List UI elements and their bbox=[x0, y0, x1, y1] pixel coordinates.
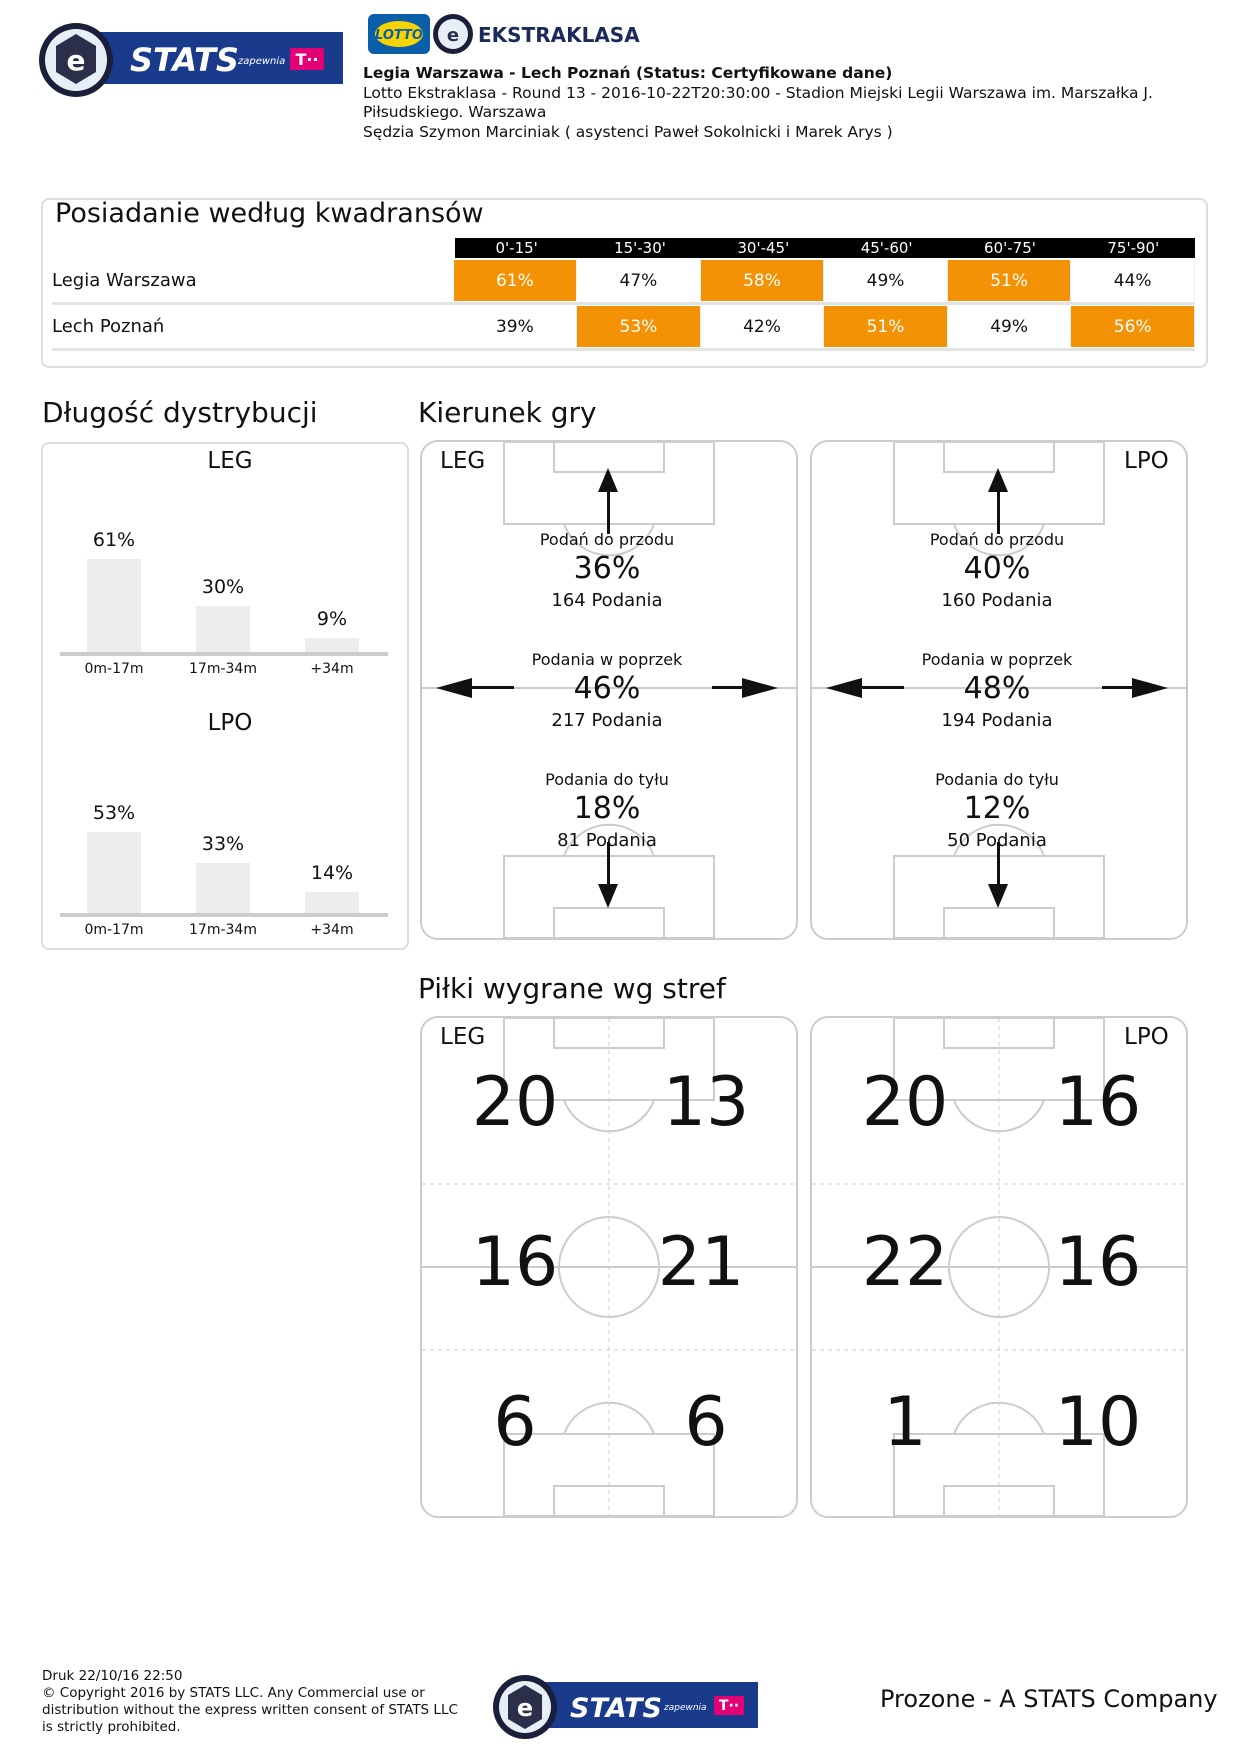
svg-text:T··: T·· bbox=[295, 50, 319, 69]
referee-line: Sędzia Szymon Marciniak ( asystenci Paweł Sokolnicki i Marek Arys ) bbox=[363, 122, 893, 141]
zone-value: 20 bbox=[861, 1063, 949, 1142]
footer-brand-tag: zapewnia bbox=[664, 1703, 707, 1713]
zone-value: 16 bbox=[471, 1223, 559, 1302]
left-arrow-icon bbox=[826, 678, 862, 698]
back-label: Podania do tyłu bbox=[545, 770, 669, 789]
distribution-bar bbox=[305, 892, 359, 913]
brand-tag: zapewnia bbox=[238, 56, 286, 67]
back-label: Podania do tyłu bbox=[935, 770, 1059, 789]
category-label: 0m-17m bbox=[84, 922, 144, 938]
copyright-line: © Copyright 2016 by STATS LLC. Any Commercial use or bbox=[42, 1685, 425, 1701]
period-label: 45'-60' bbox=[860, 239, 913, 257]
stats-logo bbox=[38, 20, 348, 100]
category-label: 17m-34m bbox=[189, 661, 257, 677]
distribution-pct-label: 9% bbox=[316, 608, 348, 630]
copyright-line: is strictly prohibited. bbox=[42, 1719, 181, 1735]
team-name: Legia Warszawa bbox=[52, 270, 197, 291]
distribution-bar bbox=[305, 638, 359, 652]
zone-value: 22 bbox=[861, 1223, 949, 1302]
svg-text:e: e bbox=[446, 25, 460, 46]
across-label: Podania w poprzek bbox=[921, 650, 1073, 669]
forward-count: 160 Podania bbox=[941, 590, 1053, 611]
possession-cell: 58% bbox=[701, 260, 825, 301]
distribution-team-label: LEG bbox=[207, 448, 253, 474]
forward-label: Podań do przodu bbox=[929, 530, 1065, 549]
possession-cell: 39% bbox=[454, 306, 578, 347]
direction-title: Kierunek gry bbox=[418, 396, 597, 429]
across-pct: 46% bbox=[573, 671, 641, 706]
back-pct: 18% bbox=[573, 791, 641, 826]
period-label: 15'-30' bbox=[614, 239, 666, 257]
svg-text:e: e bbox=[66, 44, 86, 77]
distribution-pct-label: 30% bbox=[201, 576, 245, 598]
pitch-team-label: LPO bbox=[1124, 448, 1169, 474]
zone-value: 16 bbox=[1054, 1063, 1142, 1142]
ekstraklasa-logo bbox=[368, 12, 658, 56]
possession-title: Posiadanie według kwadransów bbox=[55, 198, 484, 229]
possession-cell: 44% bbox=[1071, 260, 1195, 301]
possession-header bbox=[455, 238, 1195, 258]
right-arrow-icon bbox=[742, 678, 778, 698]
category-label: 0m-17m bbox=[84, 661, 144, 677]
period-label: 60'-75' bbox=[984, 239, 1036, 257]
across-pct: 48% bbox=[963, 671, 1031, 706]
back-count: 50 Podania bbox=[947, 830, 1047, 851]
lotto-text: LOTTO bbox=[375, 28, 423, 43]
pitch-team-label: LEG bbox=[440, 1024, 486, 1050]
forward-count: 164 Podania bbox=[551, 590, 663, 611]
possession-cell: 42% bbox=[701, 306, 825, 347]
possession-cell: 49% bbox=[948, 306, 1072, 347]
distribution-pct-label: 61% bbox=[92, 529, 136, 551]
zone-value: 21 bbox=[657, 1223, 745, 1302]
possession-cell: 47% bbox=[577, 260, 701, 301]
distribution-pct-label: 33% bbox=[201, 833, 245, 855]
match-title: Legia Warszawa - Lech Poznań (Status: Certyfikowane dane) bbox=[363, 64, 893, 82]
zone-value: 20 bbox=[471, 1063, 559, 1142]
forward-pct: 36% bbox=[573, 551, 641, 586]
category-label: +34m bbox=[310, 661, 354, 677]
left-arrow-icon bbox=[436, 678, 472, 698]
back-pct: 12% bbox=[963, 791, 1031, 826]
distribution-bar bbox=[87, 832, 141, 913]
zone-value: 6 bbox=[684, 1383, 728, 1462]
zone-value: 6 bbox=[493, 1383, 537, 1462]
stats-brand-text: STATS bbox=[130, 41, 239, 79]
team-name: Lech Poznań bbox=[52, 316, 165, 337]
zone-value: 10 bbox=[1054, 1383, 1142, 1462]
back-arrow-icon bbox=[598, 884, 618, 908]
svg-text:T··: T·· bbox=[718, 1698, 740, 1714]
possession-cell: 51% bbox=[824, 306, 948, 347]
across-count: 194 Podania bbox=[941, 710, 1053, 731]
possession-cell: 56% bbox=[1071, 306, 1195, 347]
copyright-line: distribution without the express written consent of STATS LLC bbox=[42, 1702, 458, 1718]
footer-legal bbox=[42, 1668, 462, 1736]
row-divider bbox=[52, 348, 1195, 351]
zone-value: 16 bbox=[1054, 1223, 1142, 1302]
category-label: +34m bbox=[310, 922, 354, 938]
possession-row-leg bbox=[52, 258, 1195, 303]
period-label: 30'-45' bbox=[737, 239, 790, 257]
distribution-baseline bbox=[60, 652, 388, 656]
distribution-bar bbox=[196, 606, 250, 652]
zone-value: 13 bbox=[662, 1063, 750, 1142]
back-count: 81 Podania bbox=[557, 830, 657, 851]
forward-label: Podań do przodu bbox=[539, 530, 675, 549]
possession-cell: 53% bbox=[577, 306, 701, 347]
svg-text:e: e bbox=[516, 1694, 534, 1722]
ekstraklasa-text: EKSTRAKLASA bbox=[478, 23, 640, 47]
across-count: 217 Podania bbox=[551, 710, 663, 731]
print-date: Druk 22/10/16 22:50 bbox=[42, 1668, 183, 1684]
zones-title: Piłki wygrane wg stref bbox=[418, 972, 726, 1005]
pitch-team-label: LEG bbox=[440, 448, 486, 474]
period-label: 75'-90' bbox=[1107, 239, 1160, 257]
company-name: Prozone - A STATS Company bbox=[880, 1685, 1218, 1713]
possession-cell: 51% bbox=[948, 260, 1072, 301]
distribution-bar bbox=[87, 559, 141, 652]
footer-stats-logo bbox=[492, 1672, 762, 1742]
category-label: 17m-34m bbox=[189, 922, 257, 938]
match-meta-2: Piłsudskiego. Warszawa bbox=[363, 103, 547, 121]
right-arrow-icon bbox=[1132, 678, 1168, 698]
distribution-title: Długość dystrybucji bbox=[42, 396, 318, 429]
distribution-pct-label: 53% bbox=[92, 802, 136, 824]
footer-brand-text: STATS bbox=[570, 1693, 662, 1724]
possession-row-lpo bbox=[52, 304, 1195, 349]
period-label: 0'-15' bbox=[495, 239, 538, 257]
back-arrow-icon bbox=[988, 884, 1008, 908]
distribution-bar bbox=[196, 863, 250, 913]
possession-cell: 49% bbox=[824, 260, 948, 301]
across-label: Podania w poprzek bbox=[531, 650, 683, 669]
distribution-team-label: LPO bbox=[207, 710, 253, 736]
possession-cell: 61% bbox=[454, 260, 578, 301]
match-meta: Lotto Ekstraklasa - Round 13 - 2016-10-22T20:30:00 - Stadion Miejski Legii Warszawa im. Marszałka J. bbox=[363, 83, 1153, 102]
distribution-baseline bbox=[60, 913, 388, 917]
pitch-team-label: LPO bbox=[1124, 1024, 1169, 1050]
match-info bbox=[363, 64, 1163, 142]
forward-pct: 40% bbox=[963, 551, 1031, 586]
distribution-pct-label: 14% bbox=[310, 862, 354, 884]
zone-value: 1 bbox=[883, 1383, 927, 1462]
